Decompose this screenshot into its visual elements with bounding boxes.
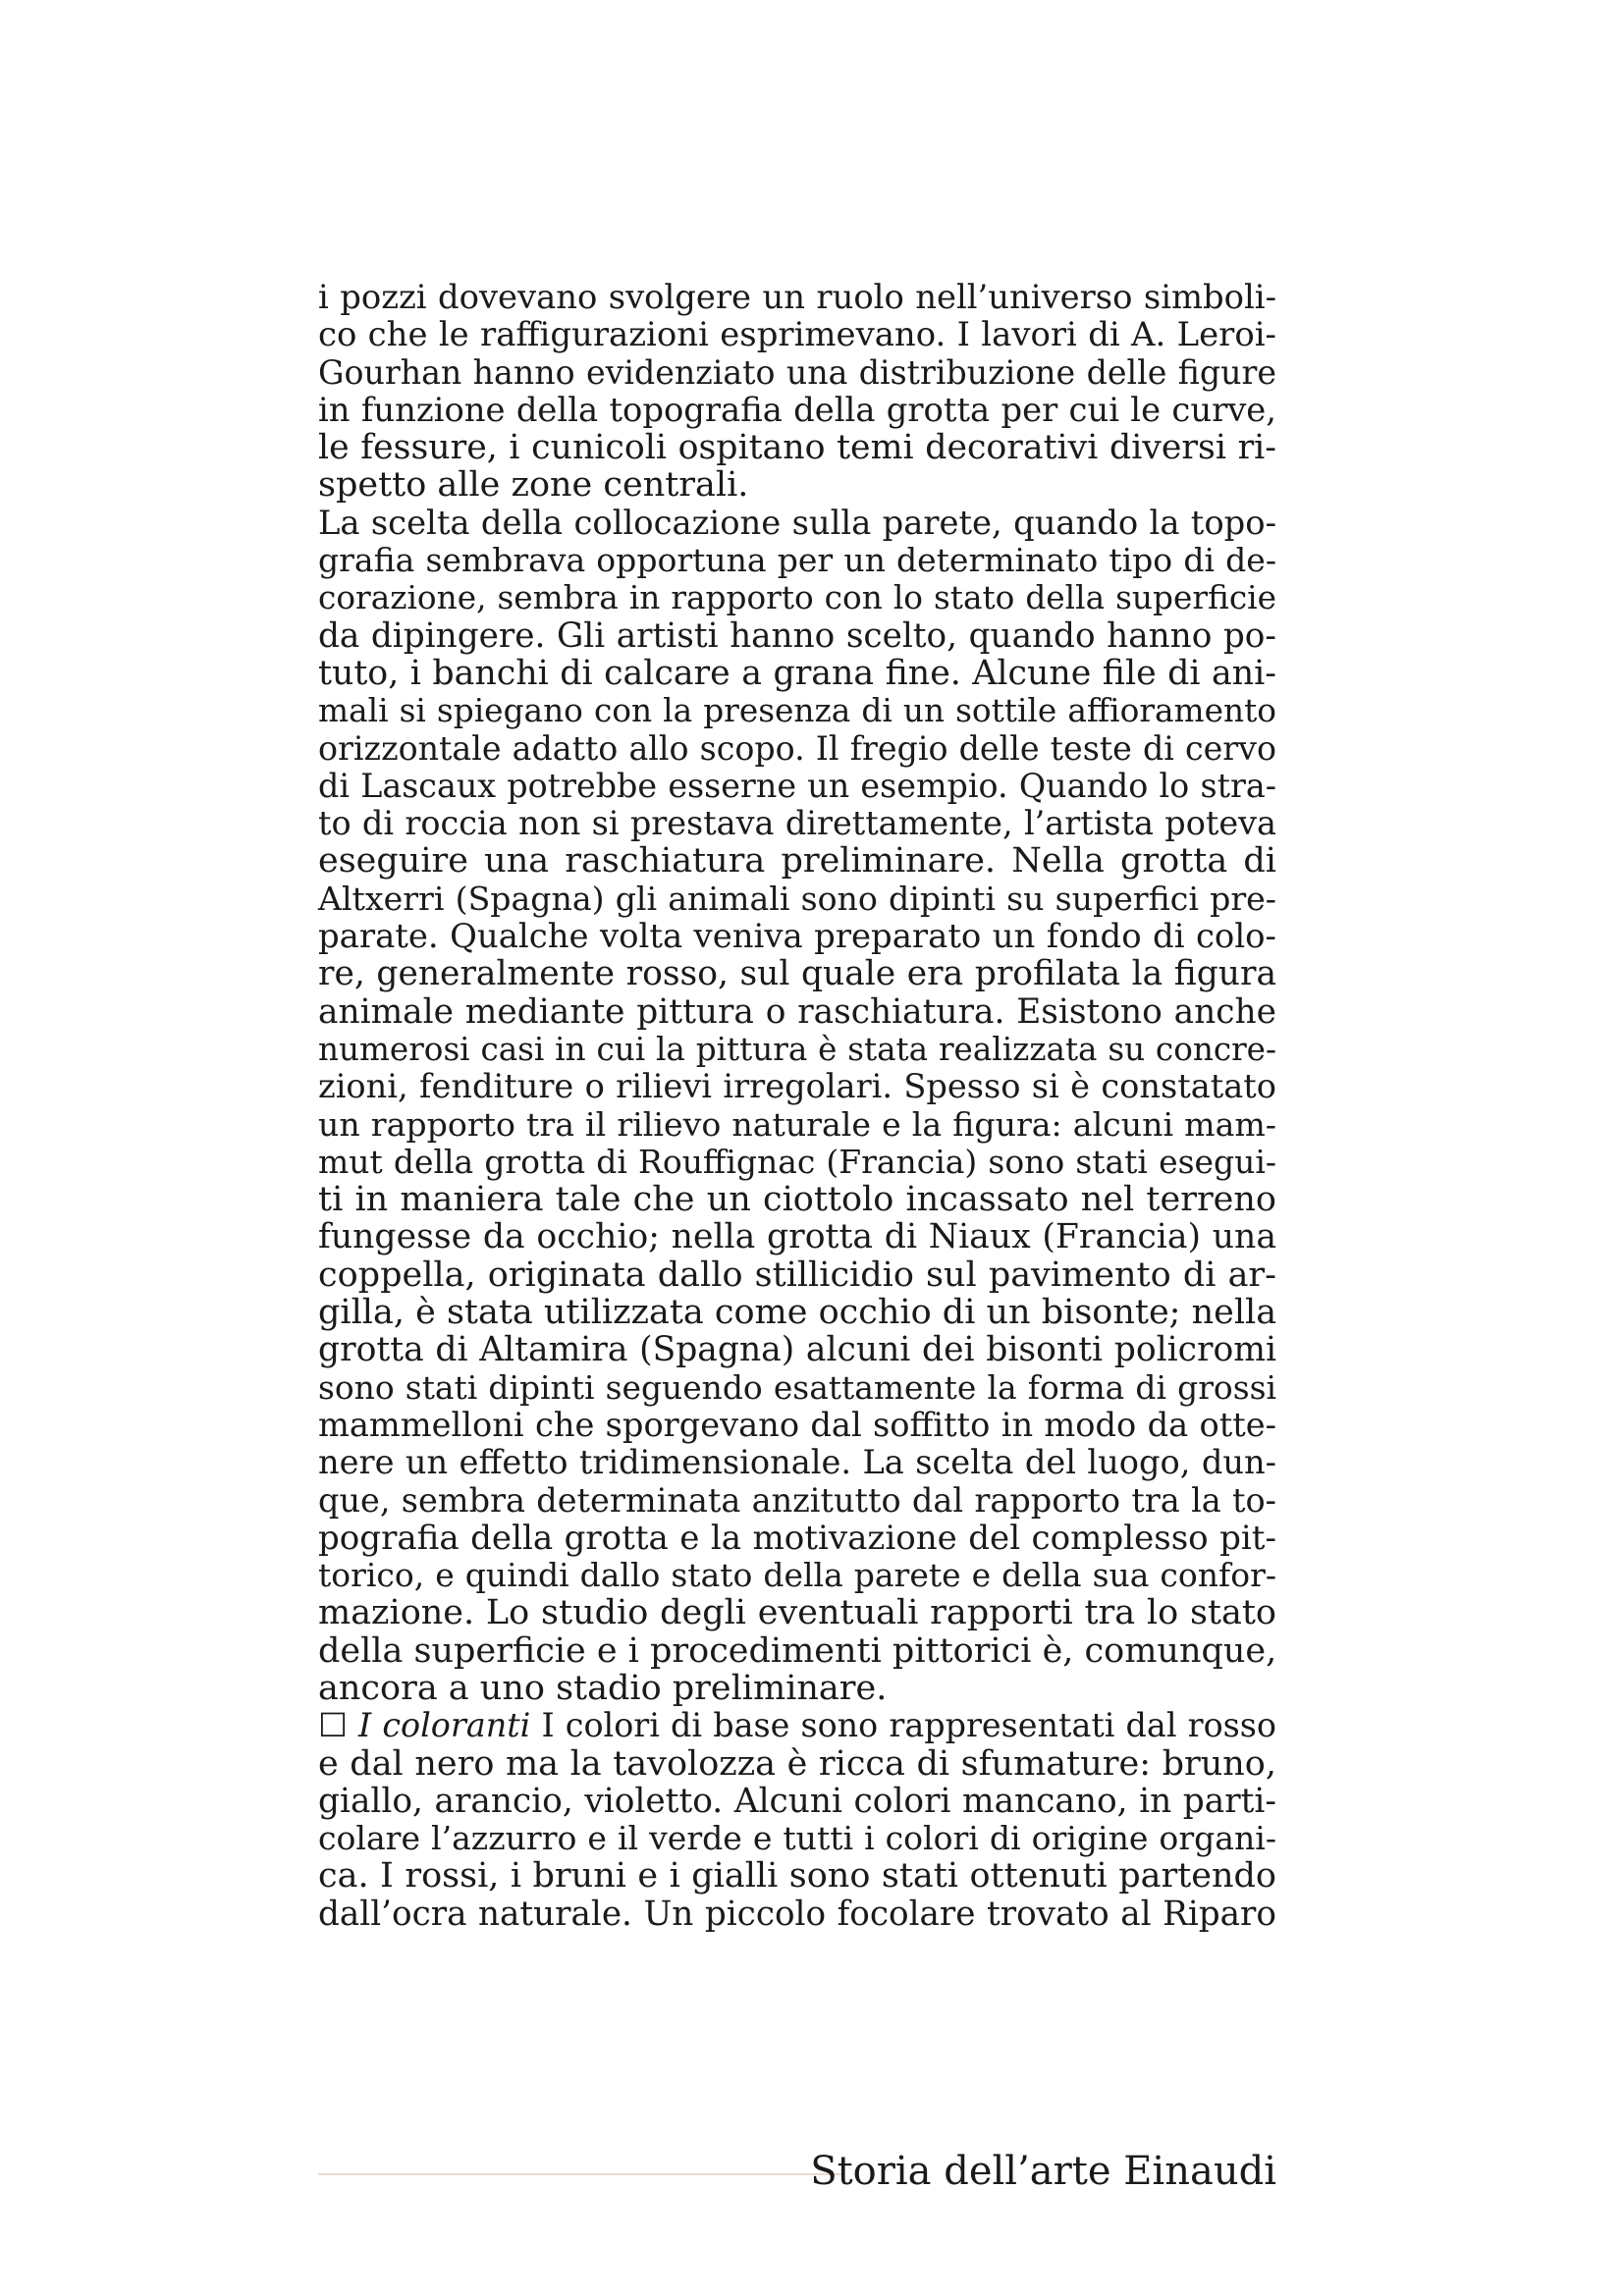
- text-line: ti in maniera tale che un ciottolo incassato nel terreno: [318, 1180, 1276, 1220]
- text-line: eseguire una raschiatura preliminare. Nella grotta di: [318, 841, 1276, 881]
- text-line: un rapporto tra il rilievo naturale e la figura: alcuni mam-: [318, 1104, 1276, 1144]
- text-line: nere un effetto tridimensionale. La scelta del luogo, dun-: [318, 1443, 1276, 1482]
- text-line: grotta di Altamira (Spagna) alcuni dei bisonti policromi: [318, 1330, 1276, 1370]
- body-text: [318, 279, 1276, 1933]
- footer-divider: [318, 2173, 843, 2175]
- text-line: sono stati dipinti seguendo esattamente la forma di grossi: [318, 1367, 1276, 1407]
- text-line: co che le raffigurazioni esprimevano. I lavori di A. Leroi-: [318, 315, 1276, 354]
- text-line: torico, e quindi dallo stato della parete e della sua confor-: [318, 1556, 1276, 1595]
- text-line: mut della grotta di Rouffignac (Francia) sono stati esegui-: [318, 1142, 1276, 1181]
- text-line: in funzione della topografia della grotta per cui le curve,: [318, 390, 1276, 429]
- text-line: zioni, fenditure o rilievi irregolari. Spesso si è constatato: [318, 1067, 1276, 1106]
- section-title: I coloranti: [358, 1706, 531, 1745]
- text-line: da dipingere. Gli artisti hanno scelto, quando hanno po-: [318, 615, 1276, 656]
- section-first-line: [318, 1707, 1276, 1744]
- text-line: numerosi casi in cui la pittura è stata realizzata su concre-: [318, 1030, 1276, 1068]
- text-line: di Lascaux potrebbe esserne un esempio. Quando lo stra-: [318, 766, 1276, 805]
- text-line: fungesse da occhio; nella grotta di Niaux (Francia) una: [318, 1217, 1276, 1257]
- footer-title: Storia dell’arte Einaudi: [810, 2149, 1276, 2194]
- text-line: orizzontale adatto allo scopo. Il fregio delle teste di cervo: [318, 728, 1276, 768]
- text-line: parate. Qualche volta veniva preparato un fondo di colo-: [318, 917, 1276, 956]
- text-line: grafia sembrava opportuna per un determinato tipo di de-: [318, 541, 1276, 580]
- text-line: giallo, arancio, violetto. Alcuni colori mancano, in parti-: [318, 1781, 1276, 1821]
- text-line: le fessure, i cunicoli ospitano temi decorativi diversi ri-: [318, 428, 1276, 468]
- text-line: que, sembra determinata anzitutto dal rapporto tra la to-: [318, 1480, 1276, 1520]
- text-line: della superficie e i procedimenti pittorici è, comunque,: [318, 1630, 1277, 1671]
- text-line: e dal nero ma la tavolozza è ricca di sfumature: bruno,: [318, 1743, 1276, 1784]
- text-line: ca. I rossi, i bruni e i gialli sono stati ottenuti partendo: [318, 1856, 1276, 1896]
- text-line: La scelta della collocazione sulla parete, quando la topo-: [318, 503, 1276, 542]
- text-line: Altxerri (Spagna) gli animali sono dipinti su superfici pre-: [318, 879, 1276, 918]
- text-line: colare l’azzurro e il verde e tutti i colori di origine organi-: [318, 1819, 1276, 1858]
- text-line: spetto alle zone centrali.: [318, 465, 749, 506]
- text-line: ancora a uno stadio preliminare.: [318, 1668, 888, 1708]
- text-line: mammelloni che sporgevano dal soffitto in modo da otte-: [318, 1405, 1276, 1444]
- text-line: Gourhan hanno evidenziato una distribuzione delle figure: [318, 352, 1276, 392]
- text-line: animale mediante pittura o raschiatura. Esistono anche: [318, 991, 1276, 1032]
- text-line: mali si spiegano con la presenza di un sottile affioramento: [318, 692, 1276, 730]
- text-line: to di roccia non si prestava direttamente, l’artista poteva: [318, 804, 1276, 843]
- text-line: i pozzi dovevano svolgere un ruolo nell’universo simboli-: [318, 278, 1276, 316]
- checkbox-icon: ☐: [318, 1706, 348, 1745]
- text-line: coppella, originata dallo stillicidio sul pavimento di ar-: [318, 1255, 1276, 1295]
- text-line: gilla, è stata utilizzata come occhio di un bisonte; nella: [318, 1293, 1277, 1333]
- text-line: re, generalmente rosso, sul quale era profilata la figura: [318, 954, 1276, 994]
- text-line: pografia della grotta e la motivazione del complesso pit-: [318, 1518, 1276, 1558]
- text-line: dall’ocra naturale. Un piccolo focolare trovato al Riparo: [318, 1894, 1276, 1934]
- text-line: tuto, i banchi di calcare a grana fine. Alcune file di ani-: [318, 653, 1276, 693]
- text-line: mazione. Lo studio degli eventuali rapporti tra lo stato: [318, 1593, 1276, 1633]
- section-first-line-text: I colori di base sono rappresentati dal rosso: [530, 1706, 1277, 1745]
- text-line: corazione, sembra in rapporto con lo stato della superficie: [318, 579, 1276, 617]
